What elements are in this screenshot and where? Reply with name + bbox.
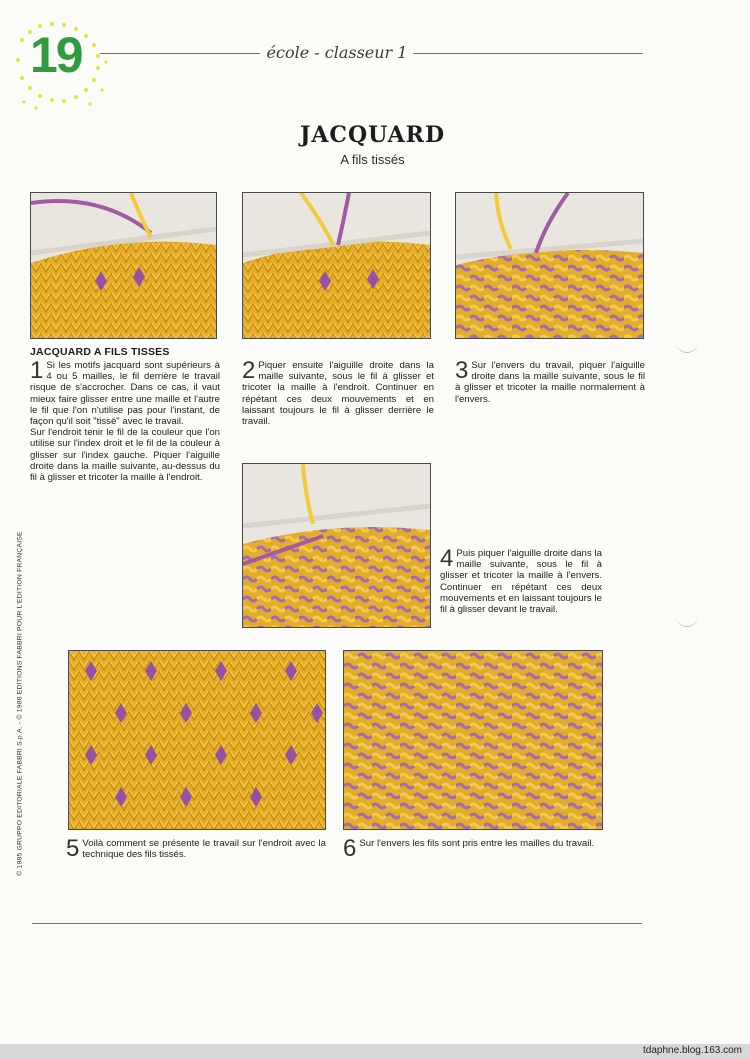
step-number: 5	[66, 835, 80, 862]
footer-rule	[32, 923, 642, 924]
step-text: Piquer ensuite l'aiguille droite dans la maille suivante, sous le fil à glisser et tricoter la maille à l'endroit. Continuer en répétant ces deux mouvements et en laissant toujours le fil à glisser derrière le travail.	[242, 360, 434, 428]
step-4	[440, 545, 602, 616]
step-text-continued: Sur l'endroit tenir le fil de la couleur que l'on utilise sur l'index droit et le fil de la couleur à glisser sur l'index gauche. Piquer l'aiguille droite dans la maille suivante, au-dessus du fil à glisser et tricoter la maille à l'endroit.	[30, 427, 220, 484]
photo-step-1	[30, 192, 217, 339]
step-5	[66, 835, 326, 862]
photo-step-6-wrong-side	[343, 650, 603, 830]
photo-step-4	[242, 463, 431, 628]
step-6	[343, 835, 605, 862]
footer-bar	[0, 1044, 750, 1059]
header-rule-left	[100, 53, 260, 54]
footer-watermark: tdaphne.blog.163.com	[643, 1045, 742, 1056]
page-subtitle: A fils tissés	[340, 152, 405, 167]
step-1	[30, 357, 220, 484]
series-title: école - classeur 1	[266, 43, 408, 62]
punch-hole-mark	[676, 614, 698, 627]
step-3	[455, 357, 645, 405]
copyright-notice: © 1985 GRUPPO EDITORIALE FABBRI S.p.A. - © 1988 EDITIONS FABBRI POUR L'EDITION FRANÇAISE	[16, 531, 24, 876]
photo-step-5-right-side	[68, 650, 326, 830]
step-text: Sur l'envers les fils sont pris entre les mailles du travail.	[359, 838, 595, 849]
section-heading: JACQUARD A FILS TISSES	[30, 346, 170, 358]
photo-step-3	[455, 192, 644, 339]
step-number: 6	[343, 835, 357, 862]
page-title: JACQUARD	[299, 122, 446, 148]
punch-hole-mark	[676, 340, 698, 353]
step-number: 4	[440, 545, 454, 572]
header-rule-right	[413, 53, 643, 54]
step-text: Sur l'envers du travail, piquer l'aiguille droite dans la maille suivante, sous le fil à glisser et tricoter la maille normalement à l'envers.	[455, 360, 645, 405]
photo-step-2	[242, 192, 431, 339]
step-text: Si les motifs jacquard sont supérieurs à 4 ou 5 mailles, le fil derrière le travail risque de s'accrocher. Dans ce cas, il vaut mieux faire glisser entre une maille et l'autre le fil que l'on n'utilise pas pour l'instant, de façon qu'il soit "tissé" avec le travail.	[30, 360, 220, 428]
step-number: 2	[242, 357, 256, 384]
step-text: Puis piquer l'aiguille droite dans la maille suivante, sous le fil à glisser et tricoter la maille à l'envers. Continuer en répétant ces deux mouvements et en laissant toujours le fil à glisser devant le travail.	[440, 548, 602, 616]
step-number: 1	[30, 357, 44, 384]
step-2	[242, 357, 434, 428]
step-text: Voilà comment se présente le travail sur l'endroit avec la technique des fils tissés.	[82, 838, 326, 861]
step-number: 3	[455, 357, 469, 384]
page-number: 19	[30, 27, 82, 83]
